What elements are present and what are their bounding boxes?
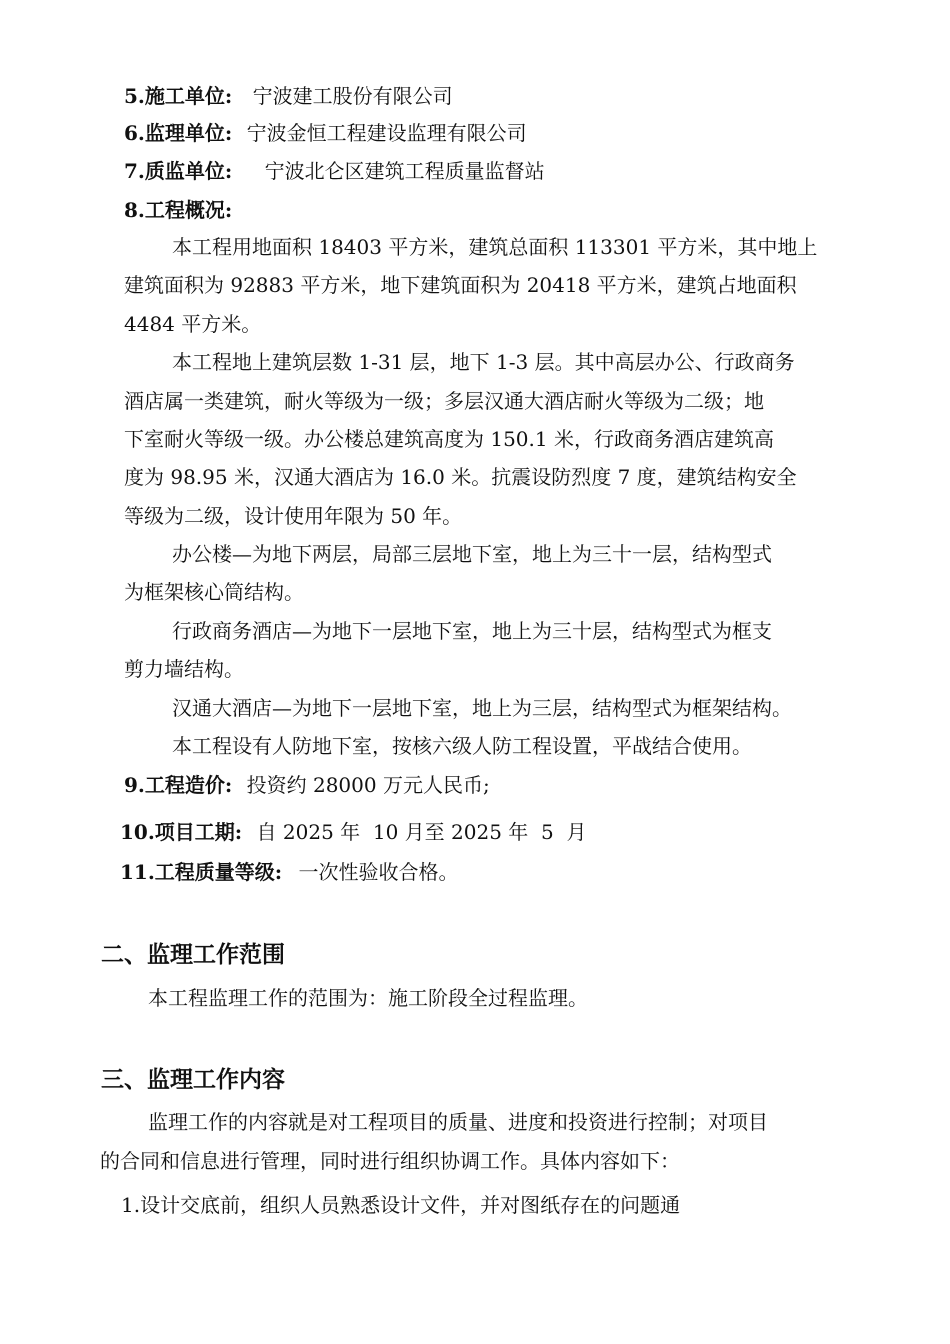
item-value: 宁波金恒工程建设监理有限公司 (246, 121, 527, 145)
section-heading-scope: 二、监理工作范围 (101, 942, 285, 968)
item-label: 6.监理单位: (124, 121, 233, 145)
item-label: 7.质监单位: (124, 159, 233, 183)
overview-line: 为框架核心筒结构。 (124, 580, 304, 604)
item-value: 宁波北仑区建筑工程质量监督站 (264, 159, 545, 183)
item-label: 9.工程造价: (124, 773, 233, 797)
item-cost (124, 771, 490, 799)
item-contractor (124, 82, 453, 110)
overview-line: 度为 98.95 米，汉通大酒店为 16.0 米。抗震设防烈度 7 度，建筑结构安全 (124, 465, 797, 489)
item-overview (124, 196, 232, 224)
overview-line: 本工程设有人防地下室，按核六级人防工程设置，平战结合使用。 (172, 734, 752, 758)
overview-line: 汉通大酒店—为地下一层地下室，地上为三层，结构型式为框架结构。 (172, 696, 792, 720)
overview-line: 本工程用地面积 18403 平方米，建筑总面积 113301 平方米，其中地上 (172, 235, 818, 259)
overview-line: 办公楼—为地下两层，局部三层地下室，地上为三十一层，结构型式 (172, 542, 772, 566)
item-label: 10.项目工期: (120, 820, 243, 844)
item-label: 5.施工单位: (124, 84, 233, 108)
overview-line: 行政商务酒店—为地下一层地下室，地上为三十层，结构型式为框支 (172, 619, 772, 643)
overview-line: 本工程地上建筑层数 1-31 层，地下 1-3 层。其中高层办公、行政商务 (172, 350, 795, 374)
content-line: 1.设计交底前，组织人员熟悉设计文件，并对图纸存在的问题通 (121, 1193, 681, 1217)
item-schedule (120, 818, 586, 846)
overview-line: 下室耐火等级一级。办公楼总建筑高度为 150.1 米，行政商务酒店建筑高 (124, 427, 774, 451)
overview-line: 酒店属一类建筑，耐火等级为一级；多层汉通大酒店耐火等级为二级；地 (124, 389, 764, 413)
item-value: 投资约 28000 万元人民币; (246, 773, 490, 797)
item-value: 自 2025 年 10 月至 2025 年 5 月 (256, 820, 587, 844)
section-heading-content: 三、监理工作内容 (101, 1067, 285, 1093)
item-value: 一次性验收合格。 (298, 860, 459, 884)
overview-line: 建筑面积为 92883 平方米，地下建筑面积为 20418 平方米，建筑占地面积 (124, 273, 797, 297)
content-line: 监理工作的内容就是对工程项目的质量、进度和投资进行控制；对项目 (148, 1110, 768, 1134)
item-supervisor (124, 119, 527, 147)
overview-line: 4484 平方米。 (124, 312, 262, 336)
item-quality-station (124, 157, 545, 185)
overview-line: 剪力墙结构。 (124, 657, 244, 681)
item-label: 11.工程质量等级: (120, 860, 283, 884)
item-label: 8.工程概况: (124, 198, 233, 222)
overview-line: 等级为二级，设计使用年限为 50 年。 (124, 504, 463, 528)
item-quality-grade (120, 858, 459, 886)
item-value: 宁波建工股份有限公司 (252, 84, 453, 108)
scope-text: 本工程监理工作的范围为：施工阶段全过程监理。 (148, 986, 588, 1010)
content-line: 的合同和信息进行管理，同时进行组织协调工作。具体内容如下： (100, 1149, 680, 1173)
